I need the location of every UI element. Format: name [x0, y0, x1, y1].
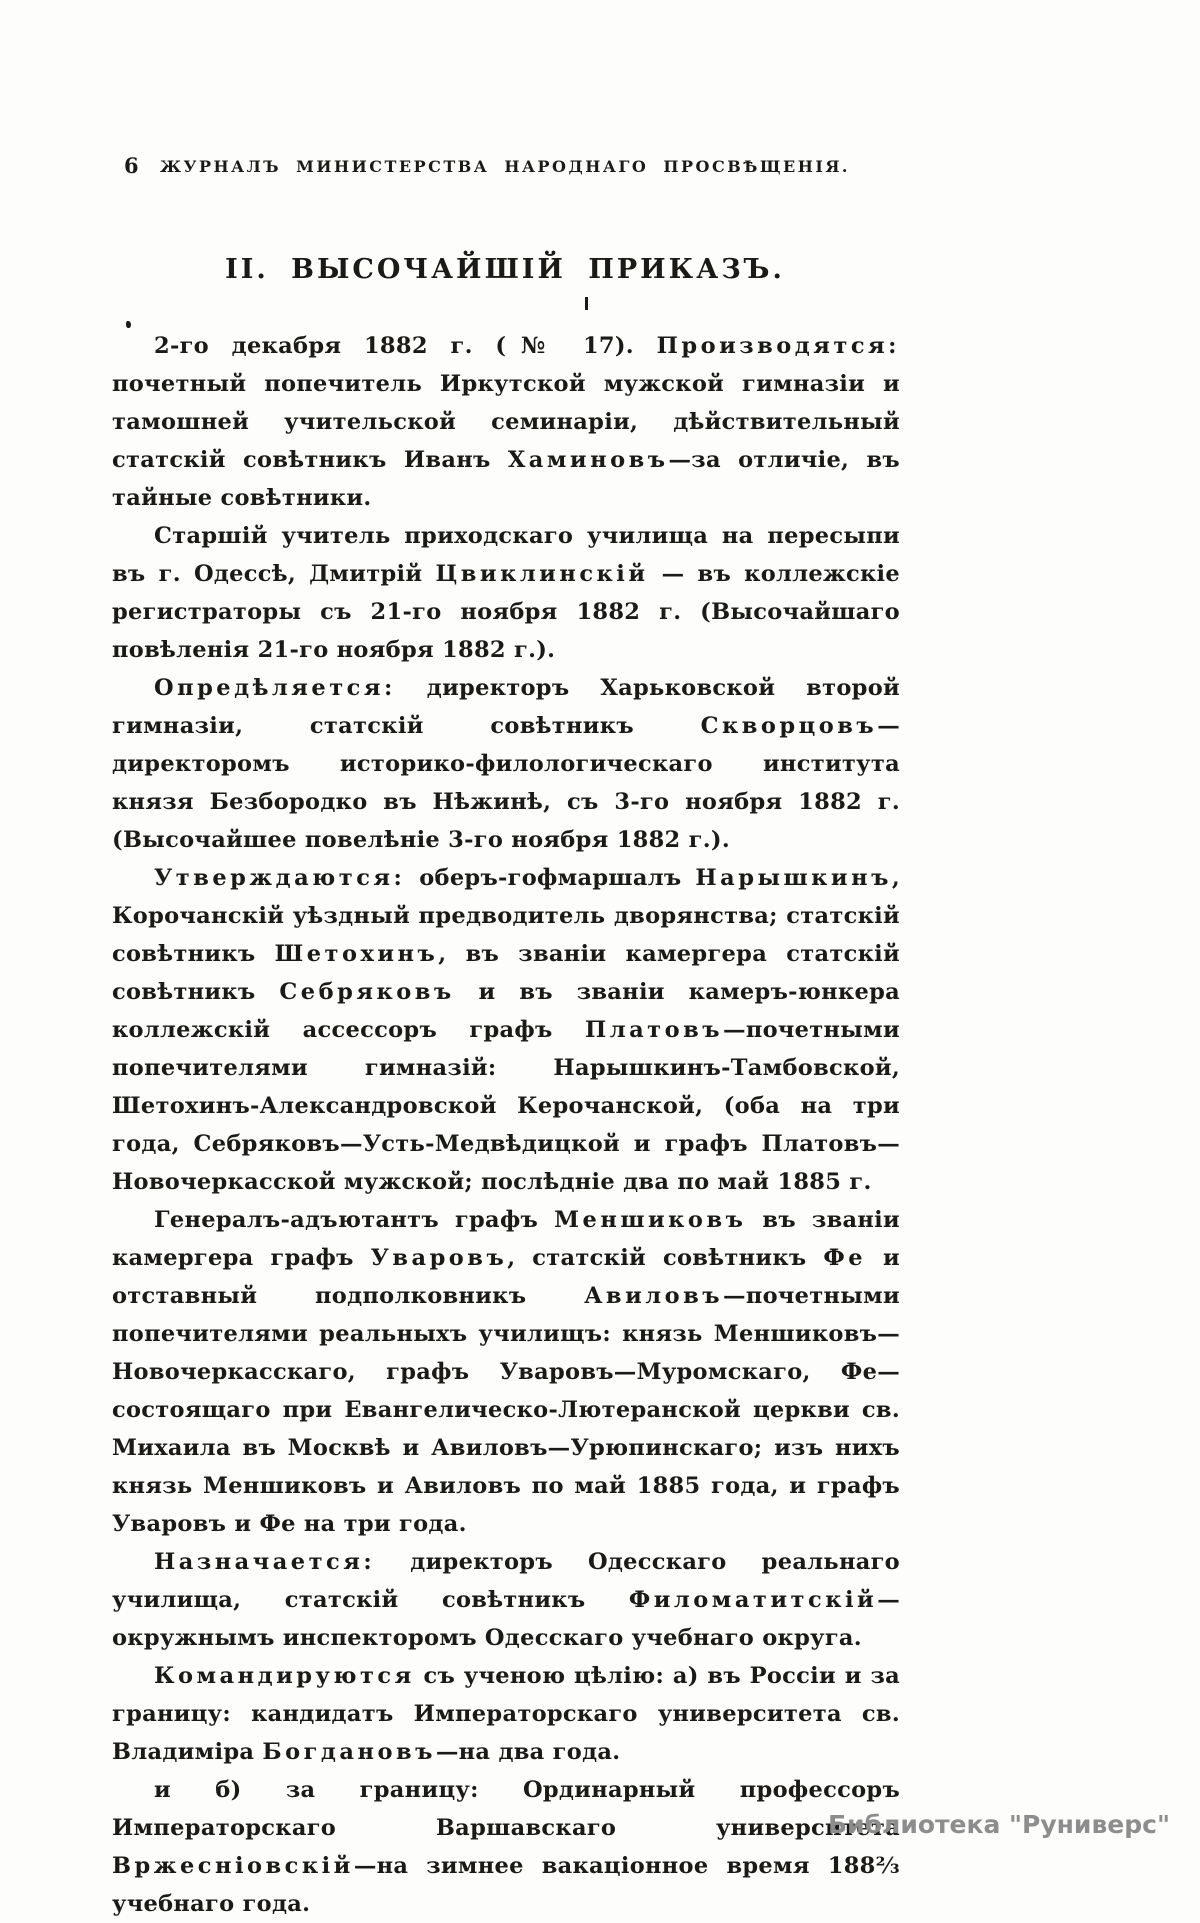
text-segment: и отставный подполковникъ [112, 1245, 901, 1309]
emphasized-name: Скворцовъ [700, 713, 878, 739]
running-head: ЖУРНАЛЪ МИНИСТЕРСТВА НАРОДНАГО ПРОСВѢЩЕНІЯ. [159, 157, 850, 176]
text-segment: въ званіи камергера графъ [112, 1207, 900, 1271]
emphasized-name: Богдановъ [262, 1739, 436, 1765]
body-text [112, 327, 900, 1923]
ink-mark [585, 297, 588, 310]
emphasized-name: Производятся: [656, 333, 900, 359]
text-segment: директоръ Одесскаго реальнаго училища, статскій совѣтникъ [112, 1549, 900, 1613]
text-segment: , въ званіи камергера статскій совѣтникъ [112, 941, 900, 1005]
text-segment: — въ коллежскіе регистраторы съ 21-го ноября 1882 г. (Высочайшаго повѣленія 21-го ноября 1882 г.). [112, 561, 901, 663]
text-segment: —на два года. [435, 1739, 621, 1765]
emphasized-name: Хаминовъ [507, 447, 669, 473]
body-paragraph [112, 669, 900, 859]
emphasized-name: Филоматитскій [628, 1587, 878, 1613]
text-segment: 2-го декабря 1882 г. (№ 17). [154, 333, 657, 359]
body-paragraph [112, 1771, 900, 1923]
emphasized-name: Платовъ [584, 1017, 724, 1043]
text-segment: —почетными попечителями гимназій: Нарышкинъ-Тамбовской, Шетохинъ-Александровской Керочанской, (оба на три года, Себряковъ—Усть-Медвѣдицкой и графъ Платовъ—Новочеркасской мужской; послѣдніе два по май 1885 г. [112, 1017, 900, 1195]
emphasized-name: Нарышкинъ [695, 865, 892, 891]
text-segment: , статскій совѣтникъ [507, 1245, 824, 1271]
library-watermark: Библиотека "Руниверс" [828, 1810, 1170, 1839]
section-title: II. ВЫСОЧАЙШІЙ ПРИКАЗЪ. [225, 254, 785, 285]
text-segment: —почетными попечителями реальныхъ училищъ: князь Меншиковъ—Новочеркасскаго, графъ Уваровъ—Муромскаго, Фе—состоящаго при Евангелическо-Лютеранской церкви св. Михаила въ Москвѣ и Авиловъ—Урюпинскаго; изъ нихъ князь Меншиковъ и Авиловъ по май 1885 года, и графъ Уваровъ и Фе на три года. [112, 1283, 900, 1537]
text-segment: Старшій учитель приходскаго училища на пересыпи въ г. Одессѣ, Дмитрій [112, 523, 900, 587]
text-segment: —окружнымъ инспекторомъ Одесскаго учебнаго округа. [112, 1587, 900, 1651]
text-segment: —директоромъ историко-филологическаго института князя Безбородко въ Нѣжинѣ, съ 3-го ноября 1882 г. (Высочайшее повелѣніе 3-го ноября 1882 г.). [112, 713, 900, 853]
emphasized-name: Опредѣляется: [154, 675, 396, 701]
text-segment: , Корочанскій уѣздный предводитель дворянства; статскій совѣтникъ [112, 865, 900, 967]
emphasized-name: Утверждаются: [154, 865, 406, 891]
body-paragraph [112, 1201, 900, 1543]
emphasized-name: Вржесніовскій [112, 1853, 354, 1879]
body-paragraph [112, 327, 900, 517]
page-number: 6 [124, 153, 139, 178]
text-segment: съ ученою цѣлію: а) въ Россіи и за границу: кандидатъ Императорскаго университета св. Владиміра [112, 1663, 900, 1765]
emphasized-name: Авиловъ [584, 1283, 724, 1309]
body-paragraph [112, 859, 900, 1201]
body-paragraph [112, 1657, 900, 1771]
body-paragraph [112, 517, 900, 669]
emphasized-name: Себряковъ [279, 979, 455, 1005]
emphasized-name: Командируются [154, 1663, 415, 1689]
text-segment: оберъ-гофмаршалъ [405, 865, 696, 891]
emphasized-name: Шетохинъ [274, 941, 439, 967]
text-segment: почетный попечитель Иркутской мужской гимназіи и тамошней учительской семинаріи, дѣйствительный статскій совѣтникъ Иванъ [112, 371, 900, 473]
emphasized-name: Назначается: [154, 1549, 376, 1575]
text-segment: директоръ Харьковской второй гимназіи, статскій совѣтникъ [112, 675, 900, 739]
body-paragraph [112, 1543, 900, 1657]
emphasized-name: Меншиковъ [554, 1207, 747, 1233]
text-segment: —на зимнее вакаціонное время 188²⁄₃ учебнаго года. [112, 1853, 900, 1917]
text-segment: и въ званіи камеръ-юнкера коллежскій ассессоръ графъ [112, 979, 900, 1043]
emphasized-name: Цвиклинскій [435, 561, 649, 587]
emphasized-name: Уваровъ [370, 1245, 508, 1271]
text-segment: и б) за границу: Ординарный профессоръ Императорскаго Варшавскаго университета [112, 1777, 900, 1841]
emphasized-name: Фе [823, 1245, 867, 1271]
text-segment: Генералъ-адъютантъ графъ [154, 1207, 555, 1233]
text-segment: —за отличіе, въ тайные совѣтники. [112, 447, 900, 511]
